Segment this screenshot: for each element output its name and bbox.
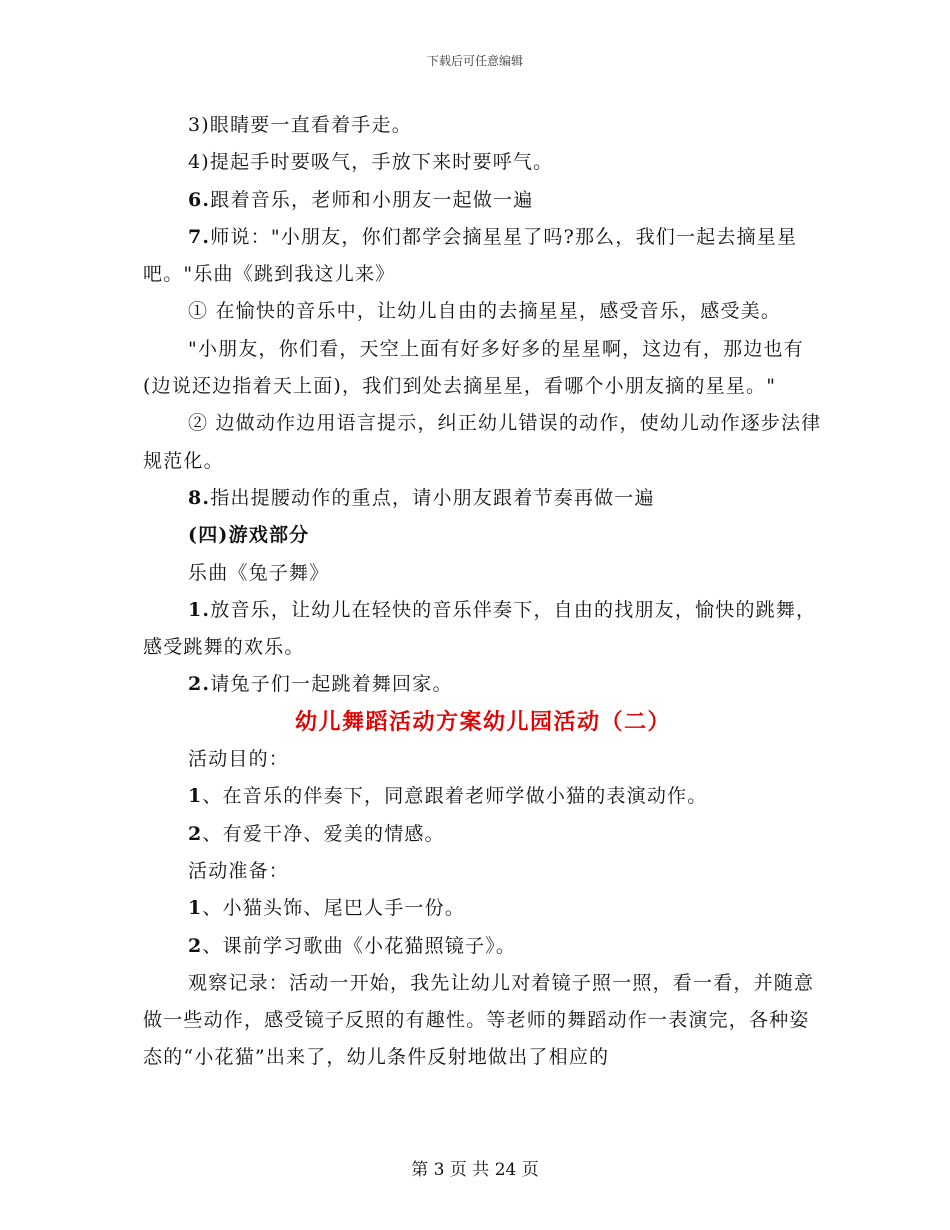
paragraph-game-2: [143, 666, 823, 703]
page-footer: 第 3 页 共 24 页: [411, 1160, 539, 1180]
paragraph-sub-1: ① 在愉快的音乐中，让幼儿自由的去摘星星，感受音乐，感受美。: [188, 300, 782, 323]
paragraph-text: 师说："小朋友，你们都学会摘星星了吗?那么，我们一起去摘星星吧。"乐曲《跳到我这儿来》: [143, 225, 798, 286]
list-number: 1: [188, 785, 203, 808]
paragraph-text: 请兔子们一起跳着舞回家。: [210, 673, 453, 696]
paragraph-music: 乐曲《兔子舞》: [188, 561, 330, 584]
paragraph-text: 、有爱干净、爱美的情感。: [202, 822, 445, 845]
section-heading: 幼儿舞蹈活动方案幼儿园活动（二）: [294, 709, 671, 735]
list-number: 7.: [188, 225, 211, 248]
paragraph-goal-label: 活动目的：: [188, 748, 290, 771]
paragraph-sub-2: ② 边做动作边用语言提示，纠正幼儿错误的动作，使幼儿动作逐步法律规范化。: [143, 412, 822, 472]
list-number: 2.: [188, 673, 211, 696]
paragraph-prep-2: [143, 928, 823, 965]
list-number: 1.: [188, 598, 211, 621]
document-body: [143, 107, 823, 1077]
paragraph-quote: "小朋友，你们看，天空上面有好多好多的星星啊，这边有，那边也有(边说还边指着天上面)，我们到处去摘星星，看哪个小朋友摘的星星。": [143, 337, 804, 398]
page-header: 下载后可任意编辑: [426, 54, 523, 68]
paragraph-prep-1: [143, 890, 823, 927]
paragraph-step-3: 3)眼睛要一直看着手走。: [188, 114, 412, 136]
paragraph-text: 、小猫头饰、尾巴人手一份。: [202, 897, 466, 920]
paragraph-goal-2: [143, 816, 823, 853]
list-number: 1: [188, 897, 203, 920]
paragraph-text: 跟着音乐，老师和小朋友一起做一遍: [210, 188, 534, 211]
paragraph-text: 指出提腰动作的重点，请小朋友跟着节奏再做一遍: [210, 486, 655, 509]
paragraph-text: 放音乐，让幼儿在轻快的音乐伴奏下，自由的找朋友，愉快的跳舞，感受跳舞的欢乐。: [143, 598, 817, 659]
paragraph-text: 、在音乐的伴奏下，同意跟着老师学做小猫的表演动作。: [202, 785, 708, 808]
paragraph-prep-label: 活动准备：: [188, 859, 290, 882]
list-number: 2: [188, 934, 203, 957]
paragraph-observation: 观察记录：活动一开始，我先让幼儿对着镜子照一照，看一看，并随意做一些动作，感受镜子反照的有趣性。等老师的舞蹈动作一表演完，各种姿态的“小花猫”出来了，幼儿条件反射地做出了相应的: [143, 971, 815, 1069]
list-number: 2: [188, 822, 203, 845]
paragraph-step-8: [143, 480, 823, 517]
paragraph-step-4: 4)提起手时要吸气，手放下来时要呼气。: [188, 151, 554, 174]
paragraph-goal-1: [143, 778, 823, 815]
paragraph-step-6: [143, 182, 823, 219]
list-number: 8.: [188, 486, 211, 509]
paragraph-step-7: [143, 219, 823, 294]
section-title-game: (四)游戏部分: [188, 524, 310, 547]
paragraph-text: 、课前学习歌曲《小花猫照镜子》。: [202, 934, 517, 957]
paragraph-game-1: [143, 592, 823, 667]
list-number: 6.: [188, 188, 211, 211]
